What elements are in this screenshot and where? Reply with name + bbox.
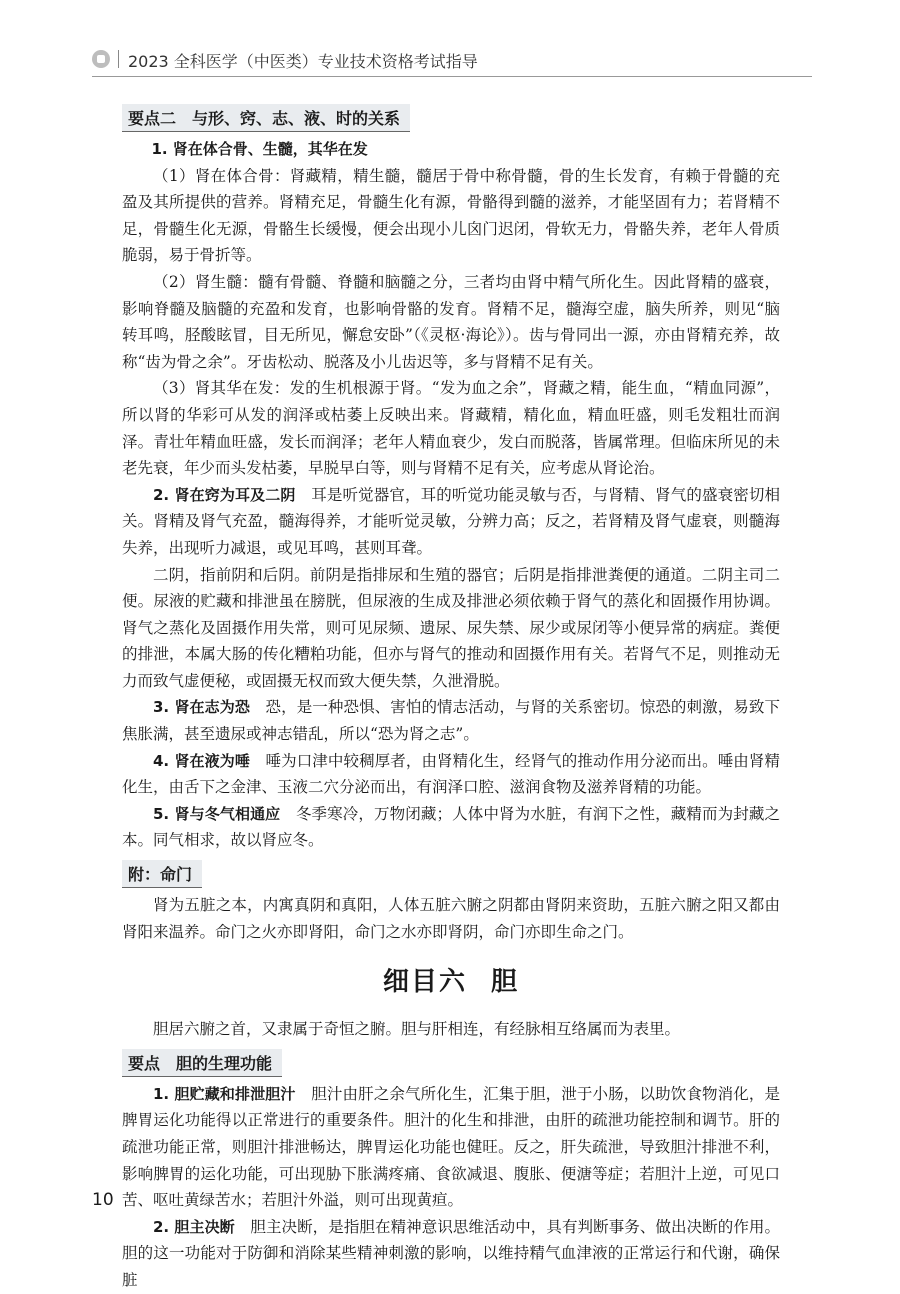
header-divider xyxy=(118,50,119,68)
paragraph-fear xyxy=(122,694,780,747)
subsection-title-fear: 3. 肾在志为恐 xyxy=(153,698,250,717)
page-header xyxy=(0,0,900,80)
paragraph-gallbladder-intro: 胆居六腑之首，又隶属于奇恒之腑。胆与肝相连，有经脉相互络属而为表里。 xyxy=(153,1020,681,1039)
header-rule xyxy=(92,76,812,77)
book-icon xyxy=(92,50,110,68)
subsection-title-bile: 1. 胆贮藏和排泄胆汁 xyxy=(153,1084,296,1103)
chapter-label: 细目六 xyxy=(382,967,467,998)
section-heading-gallbladder: 要点 胆的生理功能 xyxy=(122,1049,282,1077)
subsection-title-winter: 5. 肾与冬气相通应 xyxy=(153,804,281,823)
running-title: 2023 全科医学（中医类）专业技术资格考试指导 xyxy=(128,52,478,71)
paragraph-saliva xyxy=(122,748,780,801)
paragraph-ear-text: 耳是听觉器官，耳的听觉功能灵敏与否，与肾精、肾气的盛衰密切相关。肾精及肾气充盈，髓海得养，才能听觉灵敏，分辨力高；反之，若肾精及肾气虚衰，则髓海失养，出现听力减退，或见耳鸣，甚则耳聋。 xyxy=(122,485,780,557)
section-heading-kidney-relations: 要点二 与形、窍、志、液、时的关系 xyxy=(122,104,410,132)
appendix-heading: 附：命门 xyxy=(122,860,202,888)
paragraph-winter xyxy=(122,801,780,854)
paragraph-appendix: 肾为五脏之本，内寓真阴和真阳，人体五脏六腑之阴都由肾阴来资助，五脏六腑之阳又都由肾阳来温养。命门之火亦即肾阳，命门之水亦即肾阴，命门亦即生命之门。 xyxy=(122,896,780,941)
paragraph-decision xyxy=(122,1214,780,1294)
paragraph-yin: 二阴，指前阴和后阴。前阴是指排尿和生殖的器官；后阴是指排泄粪便的通道。二阴主司二便。尿液的贮藏和排泄虽在膀胱，但尿液的生成及排泄必须依赖于肾气的蒸化和固摄作用协调。肾气之蒸化及固摄作用失常，则可见尿频、遗尿、尿失禁、尿少或尿闭等小便异常的病症。粪便的排泄，本属大肠的传化糟粕功能，但亦与肾气的推动和固摄作用有关。若肾气不足，则推动无力而致气虚便秘，或固摄无权而致大便失禁，久泄滑脱。 xyxy=(122,565,780,690)
subsection-title-saliva: 4. 肾在液为唾 xyxy=(153,751,250,770)
paragraph-bile xyxy=(122,1081,780,1214)
subsection-title-decision: 2. 胆主决断 xyxy=(153,1217,235,1236)
paragraph-bile-text: 胆汁由肝之余气所化生，汇集于胆，泄于小肠，以助饮食物消化，是脾胃运化功能得以正常进行的重要条件。胆汁的化生和排泄，由肝的疏泄功能控制和调节。肝的疏泄功能正常，则胆汁排泄畅达，脾胃运化功能也健旺。反之，肝失疏泄，导致胆汁排泄不利，影响脾胃的运化功能，可出现胁下胀满疼痛、食欲减退、腹胀、便溏等症；若胆汁上逆，可见口苦、呕吐黄绿苦水；若胆汁外溢，则可出现黄疸。 xyxy=(122,1084,780,1210)
paragraph-fear-text: 恐，是一种恐惧、害怕的情志活动，与肾的关系密切。惊恐的刺激，易致下焦胀满，甚至遗尿或神志错乱，所以“恐为肾之志”。 xyxy=(122,698,780,744)
paragraph-ear xyxy=(122,482,780,562)
paragraph-saliva-text: 唾为口津中较稠厚者，由肾精化生，经肾气的推动作用分泌而出。唾由肾精化生，由舌下之金津、玉液二穴分泌而出，有润泽口腔、滋润食物及滋养肾精的功能。 xyxy=(122,751,780,797)
subsection-title-ear: 2. 肾在窍为耳及二阴 xyxy=(153,485,296,504)
subsection-title-bone xyxy=(122,136,780,163)
page-number: 10 xyxy=(92,1190,114,1210)
paragraph-winter-text: 冬季寒冷，万物闭藏；人体中肾为水脏，有润下之性，藏精而为封藏之本。同气相求，故以肾应冬。 xyxy=(122,804,780,850)
paragraph-bone: （1）肾在体合骨：肾藏精，精生髓，髓居于骨中称骨髓，骨的生长发育，有赖于骨髓的充盈及其所提供的营养。肾精充足，骨髓生化有源，骨骼得到髓的滋养，才能坚固有力；若肾精不足，骨髓生化无源，骨骼生长缓慢，便会出现小儿囟门迟闭，骨软无力，骨骼失养，老年人骨质脆弱，易于骨折等。 xyxy=(122,166,780,265)
chapter-title xyxy=(122,961,780,998)
subsection-title-text: 1. 肾在体合骨、生髓，其华在发 xyxy=(151,140,368,158)
paragraph-hair: （3）肾其华在发：发的生机根源于肾。“发为血之余”，肾藏之精，能生血，“精血同源”，所以肾的华彩可从发的润泽或枯萎上反映出来。肾藏精，精化血，精血旺盛，则毛发粗壮而润泽。青壮年精血旺盛，发长而润泽；老年人精血衰少，发白而脱落，皆属常理。但临床所见的未老先衰，年少而头发枯萎，早脱早白等，则与肾精不足有关，应考虑从肾论治。 xyxy=(122,379,780,478)
paragraph-decision-text: 胆主决断，是指胆在精神意识思维活动中，具有判断事务、做出决断的作用。胆的这一功能对于防御和消除某些精神刺激的影响，以维持精气血津液的正常运行和代谢，确保脏 xyxy=(122,1217,780,1289)
chapter-name: 胆 xyxy=(491,967,520,998)
page-body xyxy=(122,98,780,1294)
paragraph-marrow: （2）肾生髓：髓有骨髓、脊髓和脑髓之分，三者均由肾中精气所化生。因此肾精的盛衰，影响脊髓及脑髓的充盈和发育，也影响骨骼的发育。肾精不足，髓海空虚，脑失所养，则见“脑转耳鸣，胫酸眩冒，目无所见，懈怠安卧”（《灵枢·海论》）。齿与骨同出一源，亦由肾精充养，故称“齿为骨之余”。牙齿松动、脱落及小儿齿迟等，多与肾精不足有关。 xyxy=(122,272,780,371)
